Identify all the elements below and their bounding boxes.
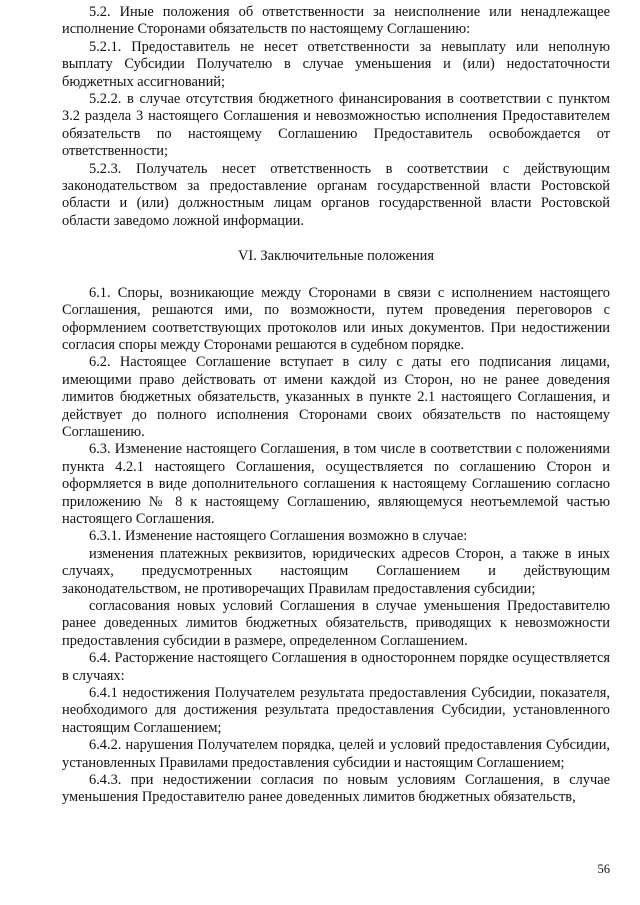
paragraph-6-1: 6.1. Споры, возникающие между Сторонами в связи с исполнением настоящего Соглашения, решаются ими, по возможности, путем проведения переговоров с оформлением соответствующих протоколов или иных документов. При недостижении согласия споры между Сторонами решаются в судебном порядке. [62, 284, 610, 353]
paragraph-6-4: 6.4. Расторжение настоящего Соглашения в одностороннем порядке осуществляется в случаях: [62, 650, 610, 684]
paragraph-5-2: 5.2. Иные положения об ответственности за неисполнение или ненадлежащее исполнение Сторонами обязательств по настоящему Соглашению: [62, 4, 610, 38]
list-item-payment-details: изменения платежных реквизитов, юридических адресов Сторон, а также в иных случаях, предусмотренных настоящим Соглашением и действующим законодательством, не противоречащих Правилам предоставления субсидии; [62, 545, 610, 597]
page-number: 56 [597, 862, 610, 876]
paragraph-6-2: 6.2. Настоящее Соглашение вступает в силу с даты его подписания лицами, имеющими право действовать от имени каждой из Сторон, но не ранее доведения лимитов бюджетных обязательств, указанных в пункте 2.1 настоящего Соглашения, и действует до полного исполнения Сторонами своих обязательств по настоящему Соглашению. [62, 354, 610, 440]
list-item-new-conditions: согласования новых условий Соглашения в случае уменьшения Предоставителю ранее доведенных лимитов бюджетных обязательств, приводящих к невозможности предоставления субсидии в размере, определенном Соглашением. [62, 598, 610, 649]
paragraph-6-4-2: 6.4.2. нарушения Получателем порядка, целей и условий предоставления Субсидии, установленных Правилами предоставления субсидии и настоящим Соглашением; [62, 737, 610, 771]
paragraph-6-3: 6.3. Изменение настоящего Соглашения, в том числе в соответствии с положениями пункта 4.2.1 настоящего Соглашения, осуществляется по соглашению Сторон и оформляется в виде дополнительного соглашения к настоящему Соглашению согласно приложению № 8 к настоящему Соглашению, являющемуся неотъемлемой частью настоящего Соглашения. [62, 441, 610, 527]
paragraph-6-4-3: 6.4.3. при недостижении согласия по новым условиям Соглашения, в случае уменьшения Предоставителю ранее доведенных лимитов бюджетных обязательств, [62, 772, 610, 806]
section-heading: VI. Заключительные положения [238, 248, 434, 265]
paragraph-5-2-2: 5.2.2. в случае отсутствия бюджетного финансирования в соответствии с пунктом 3.2 раздела 3 настоящего Соглашения и невозможностью исполнения Предоставителем обязательств по настоящему Соглашению Предоставитель освобождается от ответственности; [62, 91, 610, 160]
paragraph-6-3-1: 6.3.1. Изменение настоящего Соглашения возможно в случае: [89, 528, 468, 545]
paragraph-5-2-1: 5.2.1. Предоставитель не несет ответственности за невыплату или неполную выплату Субсидии Получателю в случае уменьшения и (или) недостаточности бюджетных ассигнований; [62, 38, 610, 90]
paragraph-5-2-3: 5.2.3. Получатель несет ответственность в соответствии с действующим законодательством за предоставление органам государственной власти Ростовской области и (или) должностным лицам органов государственной власти Ростовской области заведомо ложной информации. [62, 160, 610, 229]
paragraph-6-4-1: 6.4.1 недостижения Получателем результата предоставления Субсидии, показателя, необходимого для достижения результата предоставления Субсидии, установленного настоящим Соглашением; [62, 685, 610, 736]
